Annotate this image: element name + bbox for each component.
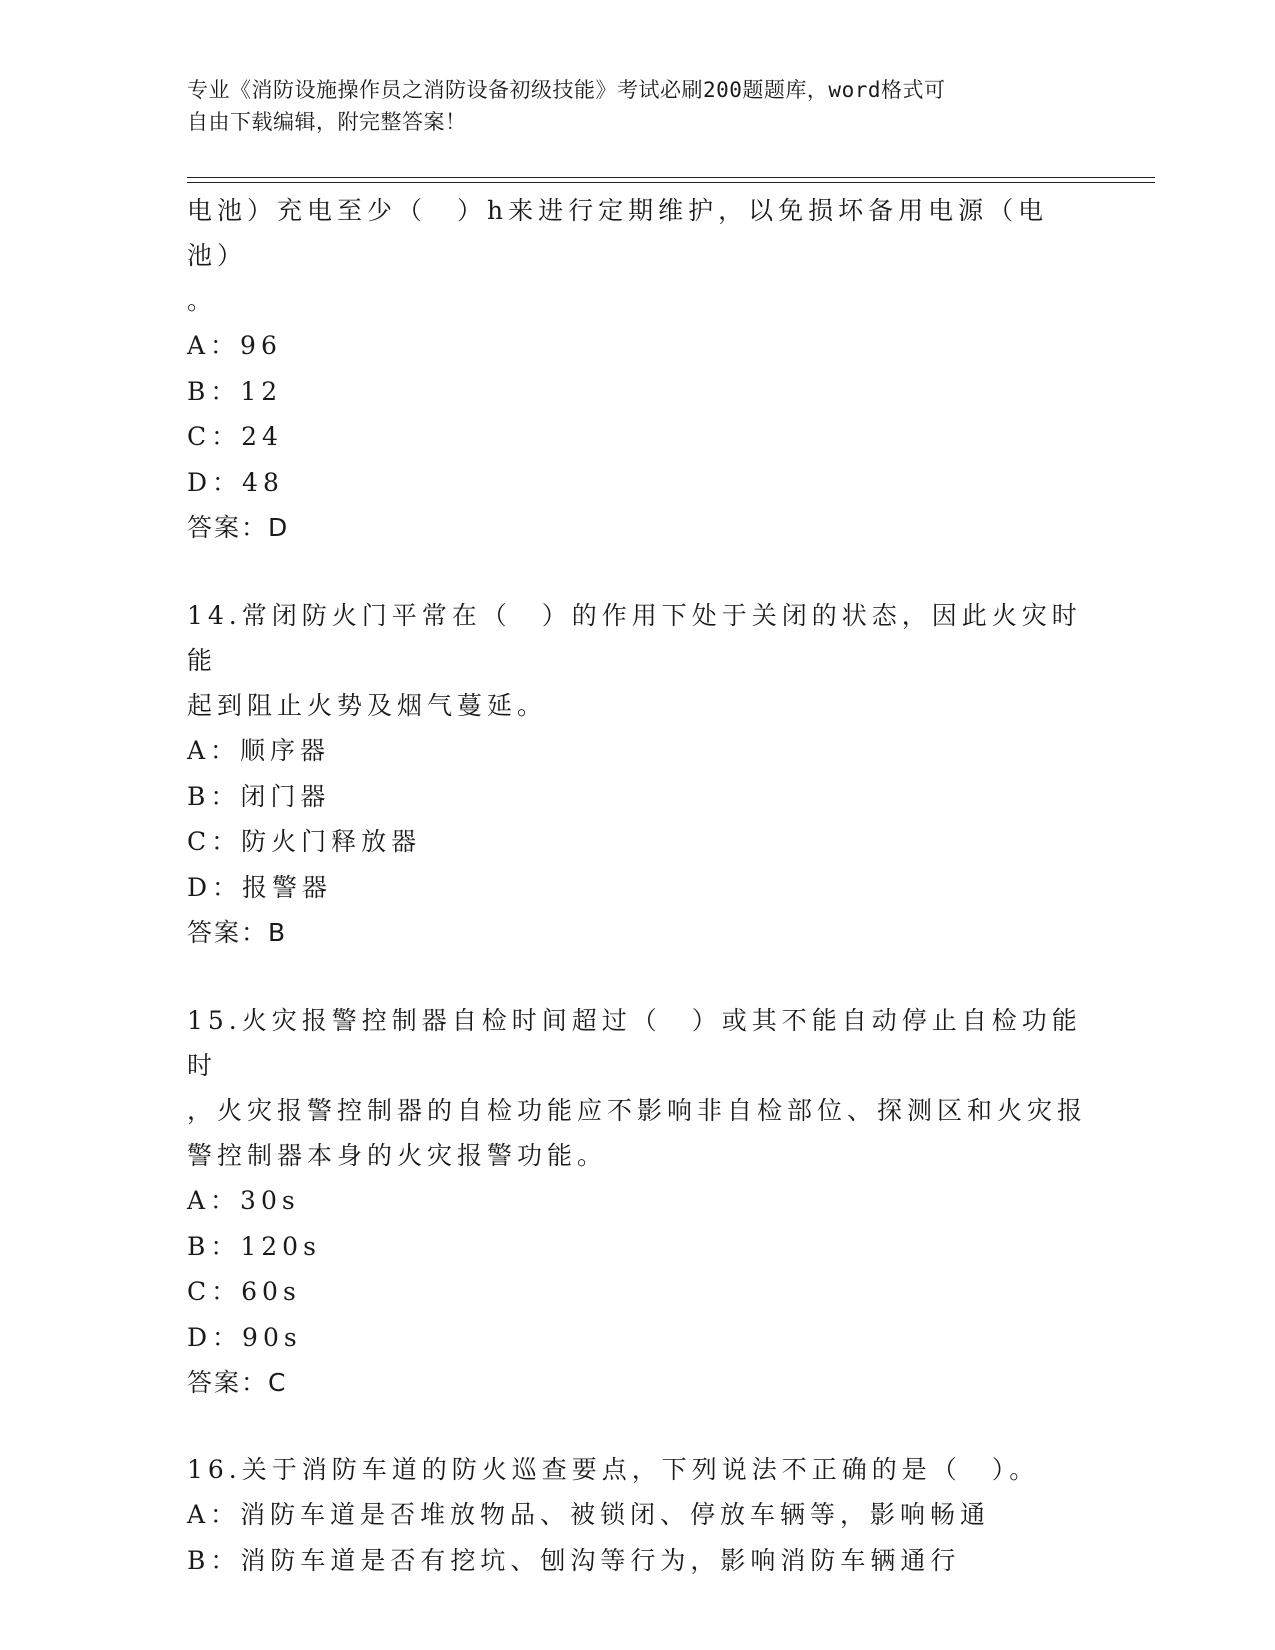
header-divider-bottom	[187, 182, 1155, 183]
question-15	[187, 998, 1087, 1406]
answer: 答案：D	[187, 513, 290, 542]
option-a: A：96	[187, 331, 282, 360]
option-c: C：24	[187, 422, 283, 451]
question-text: 14.常闭防火门平常在（ ）的作用下处于关闭的状态，因此火灾时能	[187, 601, 1082, 675]
question-13	[187, 188, 1087, 551]
question-16	[187, 1447, 1087, 1583]
question-text: 。	[187, 286, 218, 315]
option-d: D：报警器	[187, 872, 333, 902]
option-d: D：90s	[187, 1322, 302, 1352]
question-text: 警控制器本身的火灾报警功能。	[187, 1141, 608, 1170]
option-d: D：48	[187, 467, 284, 497]
header-line-1: 专业《消防设施操作员之消防设备初级技能》考试必刷200题题库，word格式可	[187, 78, 946, 102]
question-text: 15.火灾报警控制器自检时间超过（ ）或其不能自动停止自检功能时	[187, 1006, 1082, 1080]
answer: 答案：C	[187, 1368, 288, 1397]
answer: 答案：B	[187, 918, 288, 947]
option-c: C：60s	[187, 1277, 301, 1306]
header-divider-top	[187, 177, 1155, 178]
question-text: 电池）充电至少（ ）h来进行定期维护，以免损坏备用电源（电池）	[187, 196, 1049, 270]
option-b: B：闭门器	[187, 781, 331, 811]
option-a: A：顺序器	[187, 736, 331, 765]
option-a: A：30s	[187, 1186, 300, 1215]
question-14	[187, 593, 1087, 956]
question-text: 起到阻止火势及烟气蔓延。	[187, 691, 548, 720]
option-b: B：120s	[187, 1231, 321, 1261]
question-list	[187, 188, 1087, 1583]
option-a: A：消防车道是否堆放物品、被锁闭、停放车辆等，影响畅通	[187, 1500, 991, 1529]
question-text: ，火灾报警控制器的自检功能应不影响非自检部位、探测区和火灾报	[187, 1096, 1088, 1125]
document-header	[187, 74, 1067, 138]
option-c: C：防火门释放器	[187, 827, 422, 856]
option-b: B：12	[187, 376, 283, 406]
header-line-2: 自由下载编辑，附完整答案！	[187, 110, 467, 134]
question-text: 16.关于消防车道的防火巡查要点，下列说法不正确的是（ ）。	[187, 1455, 1040, 1484]
option-b: B：消防车道是否有挖坑、刨沟等行为，影响消防车辆通行	[187, 1545, 961, 1575]
